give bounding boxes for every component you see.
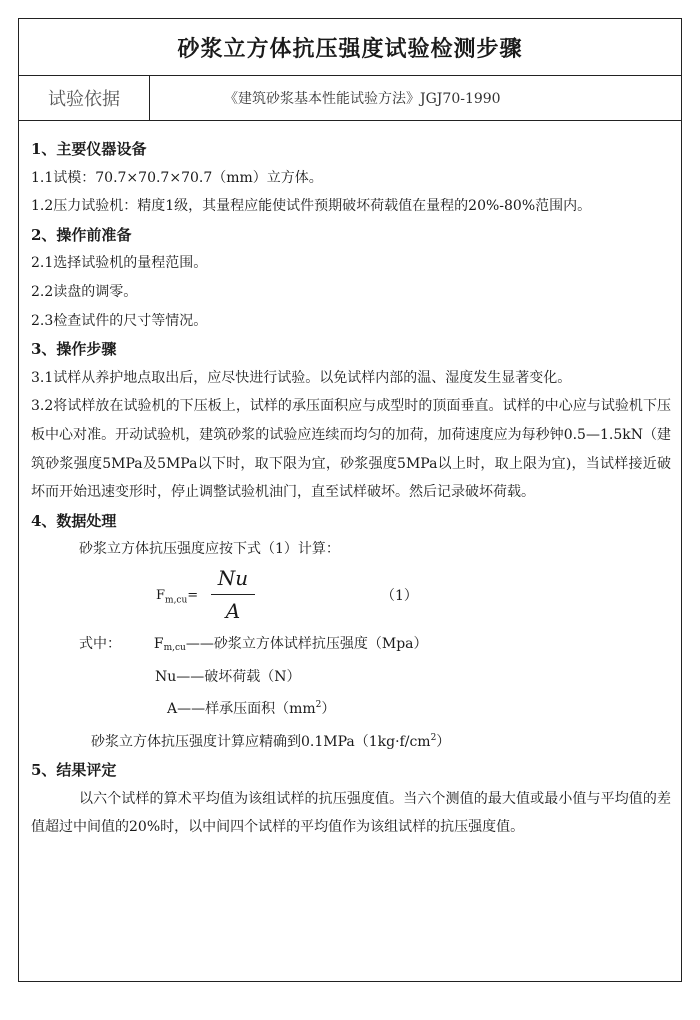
content-body (19, 121, 681, 842)
paragraph-2-3: 2.3检查试件的尺寸等情况。 (31, 312, 208, 329)
paragraph-2-1: 2.1选择试验机的量程范围。 (31, 255, 208, 272)
section-heading-procedure: 3、操作步骤 (31, 340, 117, 359)
variable-definitions (31, 630, 671, 756)
paragraph-5-1: 以六个试样的算术平均值为该组试样的抗压强度值。当六个测值的最大值或最小值与平均值的差值超过中间值的20%时，以中间四个试样的平均值作为该组试样的抗压强度值。 (31, 790, 671, 836)
paragraph-3-1: 3.1试样从养护地点取出后，应尽快进行试验。以免试样内部的温、湿度发生显著变化。 (31, 369, 572, 386)
where-label: 式中： (79, 635, 121, 652)
basis-row (19, 76, 681, 121)
variable-row-2: Nu——破坏荷载（N） (155, 668, 301, 685)
paragraph-1-2: 1.2压力试验机：精度1级，其量程应能使试件预期破坏荷载值在量程的20%-80%范围内。 (31, 198, 592, 215)
paragraph-1-1: 1.1试模：70.7×70.7×70.7（mm）立方体。 (31, 169, 323, 186)
section-heading-result: 5、结果评定 (31, 761, 117, 780)
paragraph-3-2: 3.2将试样放在试验机的下压板上，试样的承压面积应与成型时的顶面垂直。试样的中心应与试验机下压板中心对准。开动试验机，建筑砂浆的试验应连续而均匀的加荷，加荷速度应为每秒钟0.5—1.5kN（建筑砂浆强度5MPa及5MPa以下时，取下限为宜，砂浆强度5MPa以上时，取上限为宜)，当试样接近破坏而开始迅速变形时，停止调整试验机油门，直至试样破坏。然后记录破坏荷载。 (31, 398, 671, 501)
formula-number: （1） (381, 587, 418, 604)
variable-row-3: A——样承压面积$(mm^2)$ (167, 700, 336, 718)
formula-intro: 砂浆立方体抗压强度应按下式（1）计算： (79, 541, 340, 558)
section-heading-equipment: 1、主要仪器设备 (31, 140, 147, 158)
paragraph-2-2: 2.2读盘的调零。 (31, 283, 138, 300)
formula-numerator: Nu (217, 565, 249, 590)
formula-fraction (211, 564, 255, 625)
fraction-bar (211, 594, 255, 595)
formula (31, 564, 671, 630)
document-title: 砂浆立方体抗压强度试验检测步骤 (19, 19, 681, 76)
variable-row-1: 式中： $F_{m,cu}——$砂浆立方体试样抗压强度（Mpa） (79, 635, 428, 653)
formula-denominator: A (225, 598, 241, 623)
document-table (18, 18, 682, 982)
basis-label: 试验依据 (19, 76, 150, 120)
basis-value: 《建筑砂浆基本性能试验方法》JGJ70-1990 (224, 91, 501, 107)
formula-lhs: $F_{m,cu}=$ (156, 587, 199, 606)
section-heading-data-processing: 4、数据处理 (31, 511, 117, 530)
precision-note: 砂浆立方体抗压强度计算应精确到$0.1MPa(1kg\cdot f/cm^2)$ (91, 732, 451, 750)
section-heading-preparation: 2、操作前准备 (31, 225, 132, 244)
